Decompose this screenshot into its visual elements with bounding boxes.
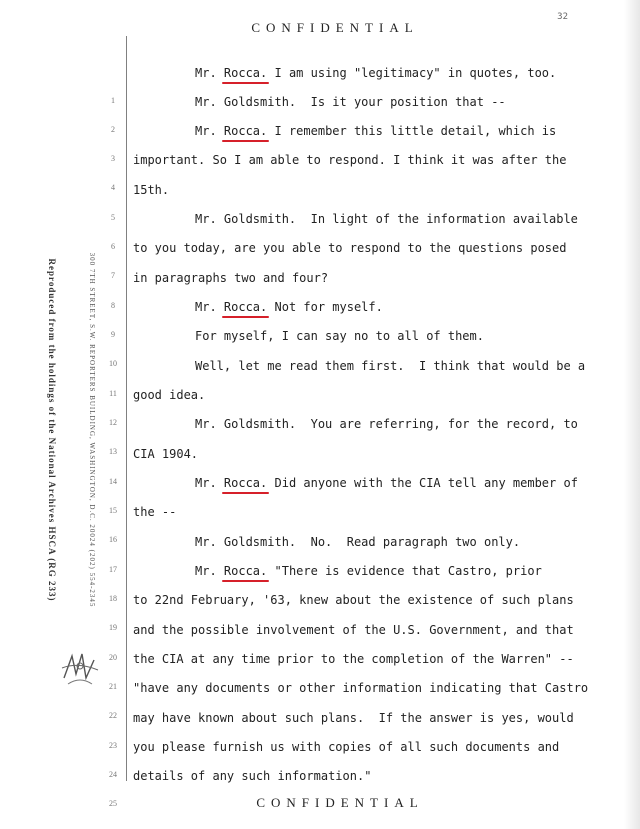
line-number: 13 (109, 447, 117, 456)
line-number: 1 (111, 96, 115, 105)
transcript-line (133, 681, 588, 695)
transcript-text: "have any documents or other information indicating that Castro (133, 681, 589, 695)
transcript-line (133, 447, 198, 461)
transcript-text: to 22nd February, '63, knew about the existence of such plans (133, 593, 574, 607)
transcript-line (133, 623, 574, 637)
transcript-text: the -- (133, 505, 177, 519)
transcript-text: Not for myself. (267, 300, 383, 314)
transcript-text: Mr. Goldsmith. In light of the information available (195, 212, 578, 226)
transcript-line (195, 564, 542, 578)
transcript-text: Mr. (195, 124, 224, 138)
transcript-text: to you today, are you able to respond to the questions posed (133, 241, 567, 255)
transcript-text: Mr. Goldsmith. You are referring, for the record, to (195, 417, 578, 431)
transcript-text: in paragraphs two and four? (133, 271, 329, 285)
line-number: 24 (109, 770, 117, 779)
archive-reproduction-note: Reproduced from the holdings of the National Archives HSCA (RG 233) (47, 258, 57, 602)
line-number: 10 (109, 359, 117, 368)
transcript-line (133, 505, 176, 519)
transcript-line (133, 740, 559, 754)
transcript-text: I am using "legitimacy" in quotes, too. (267, 66, 557, 80)
line-number: 3 (111, 154, 115, 163)
speaker-name-highlight: Rocca. (223, 300, 268, 314)
line-number: 6 (111, 242, 115, 251)
transcript-text: "There is evidence that Castro, prior (267, 564, 542, 578)
line-number: 11 (109, 389, 117, 398)
line-number: 8 (111, 301, 115, 310)
line-number: 23 (109, 741, 117, 750)
transcript-line (133, 711, 574, 725)
transcript-text: you please furnish us with copies of all such documents and (133, 740, 560, 754)
transcript-text: Mr. (195, 476, 224, 490)
transcript-text: Mr. Goldsmith. Is it your position that -- (195, 95, 506, 109)
transcript-line (195, 535, 520, 549)
transcript-text: Well, let me read them first. I think that would be a (195, 359, 586, 373)
transcript-text: good idea. (133, 388, 206, 402)
line-number: 12 (109, 418, 117, 427)
transcript-line (195, 124, 556, 138)
transcript-text: CIA 1904. (133, 447, 199, 461)
transcript-text: Mr. (195, 300, 224, 314)
line-number: 16 (109, 535, 117, 544)
line-number: 7 (111, 271, 115, 280)
transcript-line (195, 476, 578, 490)
transcript-line (195, 300, 383, 314)
transcript-text: Mr. (195, 66, 224, 80)
line-number: 17 (109, 565, 117, 574)
page-footer: CONFIDENTIAL (256, 795, 424, 810)
transcript-line (195, 66, 556, 80)
line-number: 2 (111, 125, 115, 134)
transcript-line (133, 769, 371, 783)
transcript-line (195, 417, 578, 431)
transcript-line (195, 95, 506, 109)
transcript-line (133, 652, 574, 666)
scan-edge-shadow (624, 0, 640, 829)
margin-rule (126, 36, 127, 781)
transcript-text: 15th. (133, 183, 170, 197)
transcript-line (133, 593, 574, 607)
line-number: 5 (111, 213, 115, 222)
line-number: 25 (109, 799, 117, 808)
transcript-text: details of any such information." (133, 769, 372, 783)
transcript-text: Mr. Goldsmith. No. Read paragraph two only. (195, 535, 521, 549)
line-number: 15 (109, 506, 117, 515)
line-number: 14 (109, 477, 117, 486)
transcript-text: important. So I am able to respond. I think it was after the (133, 153, 567, 167)
reporter-address: 300 7TH STREET, S.W. REPORTERS BUILDING, WASHINGTON, D.C. 20024 (202) 554-2345 (88, 252, 96, 608)
speaker-name-highlight: Rocca. (223, 66, 268, 80)
transcript-text: and the possible involvement of the U.S. Government, and that (133, 623, 574, 637)
line-number: 20 (109, 653, 117, 662)
speaker-name-highlight: Rocca. (223, 124, 268, 138)
transcript-line (133, 271, 328, 285)
transcript-line (133, 183, 169, 197)
line-number: 19 (109, 623, 117, 632)
transcript-text: I remember this little detail, which is (267, 124, 557, 138)
line-number: 21 (109, 682, 117, 691)
line-number: 18 (109, 594, 117, 603)
transcript-line (133, 153, 566, 167)
transcript-line (195, 329, 484, 343)
line-number: 9 (111, 330, 115, 339)
speaker-name-highlight: Rocca. (223, 564, 268, 578)
transcript-text: may have known about such plans. If the answer is yes, would (133, 711, 574, 725)
transcript-line (133, 241, 566, 255)
transcript-line (195, 359, 585, 373)
transcript-text: Did anyone with the CIA tell any member of (267, 476, 578, 490)
line-number: 22 (109, 711, 117, 720)
transcript-line (133, 388, 205, 402)
page-number: 32 (557, 12, 568, 22)
page-header: CONFIDENTIAL (251, 20, 419, 35)
speaker-name-highlight: Rocca. (223, 476, 268, 490)
transcript-text: Mr. (195, 564, 224, 578)
transcript-text: the CIA at any time prior to the completion of the Warren" -- (133, 652, 574, 666)
line-number: 4 (111, 183, 115, 192)
transcript-line (195, 212, 578, 226)
archive-stamp-mark (58, 648, 102, 688)
transcript-text: For myself, I can say no to all of them. (195, 329, 484, 343)
